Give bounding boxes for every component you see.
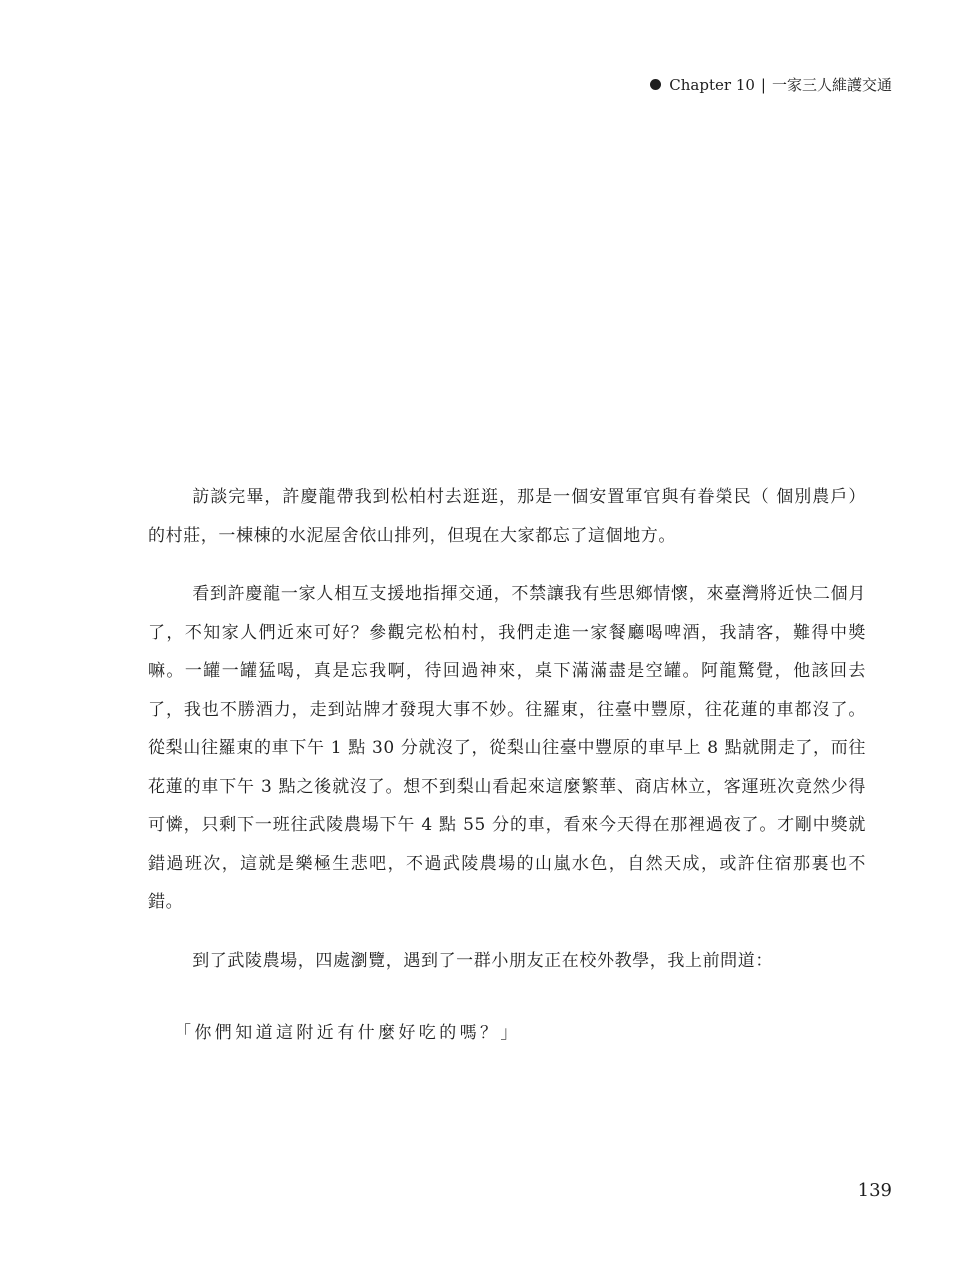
dialogue-quote: 「你們知道這附近有什麼好吃的嗎？」: [174, 1023, 521, 1043]
header-separator: |: [760, 75, 766, 94]
bullet-dot-icon: [650, 79, 661, 90]
chapter-label: Chapter 10: [669, 75, 755, 94]
paragraph-1: 訪談完畢，許慶龍帶我到松柏村去逛逛，那是一個安置軍官與有眷榮民（ 個別農戶）的村莊，一棟棟的水泥屋舍依山排列，但現在大家都忘了這個地方。: [148, 487, 866, 546]
running-header: [650, 74, 892, 95]
chapter-title: 一家三人維護交通: [771, 76, 892, 94]
body-text: [148, 478, 866, 980]
paragraph-2: 看到許慶龍一家人相互支援地指揮交通，不禁讓我有些思鄉情懷，來臺灣將近快二個月了，不知家人們近來可好？參觀完松柏村，我們走進一家餐廳喝啤酒，我請客，難得中獎嘛。一罐一罐猛喝，真是忘我啊，待回過神來，桌下滿滿盡是空罐。阿龍驚覺，他該回去了，我也不勝酒力，走到站牌才發現大事不妙。往羅東，往臺中豐原，往花蓮的車都沒了。從梨山往羅東的車下午 1 點 30 分就沒了，從梨山往臺中豐原的車早上 8 點就開走了，而往花蓮的車下午 3 點之後就沒了。想不到梨山看起來這麼繁華、商店林立，客運班次竟然少得可憐，只剩下一班往武陵農場下午 4 點 55 分的車，看來今天得在那裡過夜了。才剛中獎就錯過班次，這就是樂極生悲吧，不過武陵農場的山嵐水色，自然天成，或許住宿那裏也不錯。: [148, 584, 866, 912]
paragraph-3: 到了武陵農場，四處瀏覽，遇到了一群小朋友正在校外教學，我上前問道：: [192, 950, 773, 971]
page-number: 139: [857, 1180, 892, 1201]
